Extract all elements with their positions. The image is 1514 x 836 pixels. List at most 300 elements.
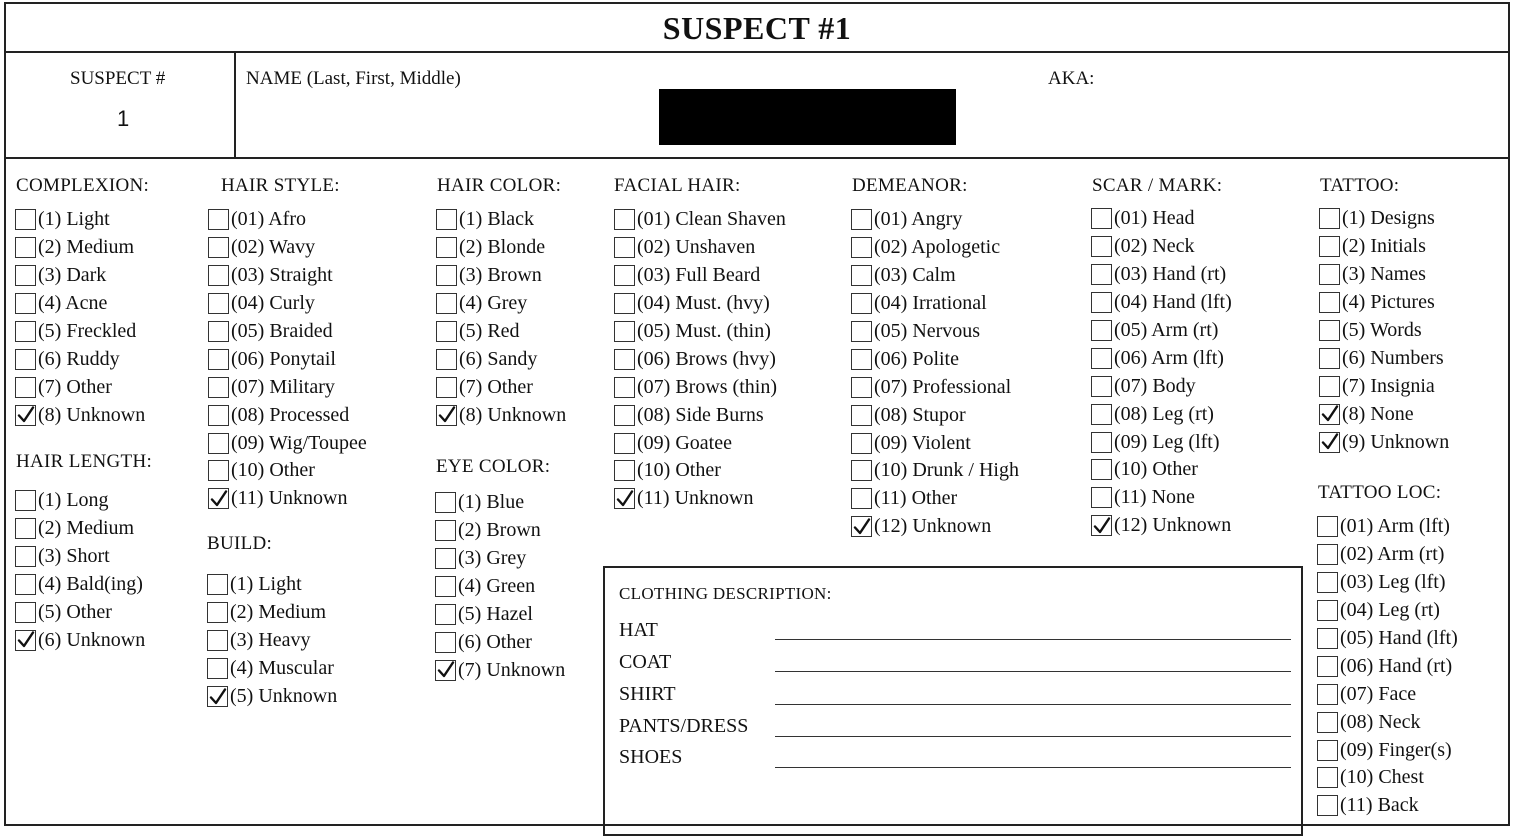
checkbox[interactable] (1319, 208, 1340, 229)
clothing-pants-line[interactable] (775, 736, 1291, 737)
tattoo-option[interactable] (1319, 400, 1449, 428)
complexion-option[interactable] (15, 318, 145, 346)
checkbox[interactable] (208, 293, 229, 314)
tattoo-loc-option[interactable] (1317, 597, 1458, 625)
checkbox[interactable] (208, 488, 229, 509)
option-label: (12) Unknown (1114, 514, 1232, 537)
option-label: (1) Long (38, 489, 109, 512)
checkbox[interactable] (1317, 600, 1338, 621)
demeanor-option[interactable] (851, 401, 1019, 429)
hair-color-option[interactable] (436, 401, 566, 429)
complexion-option[interactable] (15, 401, 145, 429)
tattoo-loc-option[interactable] (1317, 764, 1458, 792)
checkbox[interactable] (851, 321, 872, 342)
checkbox[interactable] (614, 237, 635, 258)
demeanor-option[interactable] (851, 485, 1019, 513)
checkbox[interactable] (1319, 292, 1340, 313)
checkbox[interactable] (435, 492, 456, 513)
option-label: (05) Hand (lft) (1340, 627, 1458, 649)
checkbox[interactable] (15, 349, 36, 370)
build-option[interactable] (207, 571, 337, 599)
demeanor-option[interactable] (851, 373, 1019, 401)
tattoo-loc-option[interactable] (1317, 792, 1458, 820)
name-redaction-block (659, 89, 956, 145)
checkbox[interactable] (1091, 432, 1112, 453)
hair-style-option[interactable] (208, 262, 367, 290)
option-label: (07) Professional (874, 375, 1012, 398)
checkbox[interactable] (1319, 264, 1340, 285)
option-label: (6) Other (458, 630, 532, 653)
checkbox[interactable] (1091, 404, 1112, 425)
checkbox[interactable] (436, 405, 457, 426)
option-label: (9) Unknown (1342, 430, 1450, 453)
eye-color-option[interactable] (435, 517, 565, 545)
tattoo-loc-option[interactable] (1317, 708, 1458, 736)
checkbox[interactable] (1319, 320, 1340, 341)
checkbox[interactable] (614, 321, 635, 342)
option-label: (03) Calm (874, 264, 956, 287)
option-label: (6) Numbers (1342, 346, 1444, 369)
demeanor-option[interactable] (851, 318, 1019, 346)
checkbox[interactable] (207, 574, 228, 595)
hair-style-option[interactable] (208, 457, 367, 485)
form-title: SUSPECT #1 (662, 10, 852, 46)
checkbox[interactable] (614, 488, 635, 509)
checkbox[interactable] (851, 377, 872, 398)
checkbox[interactable] (15, 265, 36, 286)
hair-color-option[interactable] (436, 262, 566, 290)
option-label: (05) Must. (thin) (637, 320, 771, 342)
checkmark-icon (437, 661, 455, 679)
option-label: (04) Hand (lft) (1114, 291, 1232, 314)
option-label: (03) Straight (231, 264, 333, 287)
tattoo-option[interactable] (1319, 372, 1449, 400)
tattoo-loc-option[interactable] (1317, 513, 1458, 541)
checkbox[interactable] (15, 602, 36, 623)
checkbox[interactable] (15, 574, 36, 595)
checkbox[interactable] (436, 377, 457, 398)
hair-style-option[interactable] (208, 429, 367, 457)
option-label: (3) Brown (459, 264, 542, 287)
checkbox[interactable] (1091, 459, 1112, 480)
checkbox[interactable] (1091, 487, 1112, 508)
option-label: (07) Body (1114, 374, 1196, 397)
option-label: (04) Leg (rt) (1340, 599, 1440, 622)
hair-length-option[interactable] (15, 626, 145, 654)
checkbox[interactable] (851, 488, 872, 509)
option-label: (2) Initials (1342, 235, 1426, 258)
checkbox[interactable] (614, 209, 635, 230)
clothing-description-box (603, 566, 1303, 836)
tattoo-option[interactable] (1319, 289, 1449, 317)
hair-style-option[interactable] (208, 318, 367, 346)
checkbox[interactable] (15, 321, 36, 342)
checkbox[interactable] (1317, 544, 1338, 565)
checkbox[interactable] (1091, 348, 1112, 369)
option-label: (8) Unknown (459, 403, 567, 426)
complexion-options (15, 206, 145, 429)
tattoo-loc-option[interactable] (1317, 625, 1458, 653)
build-option[interactable] (207, 627, 337, 655)
option-label: (04) Must. (hvy) (637, 292, 770, 315)
option-label: (2) Blonde (459, 236, 546, 259)
tattoo-loc-option[interactable] (1317, 569, 1458, 597)
hair-style-option[interactable] (208, 373, 367, 401)
checkbox[interactable] (851, 265, 872, 286)
tattoo-loc-options (1317, 513, 1458, 820)
eye-color-option[interactable] (435, 545, 565, 573)
complexion-option[interactable] (15, 373, 145, 401)
checkbox[interactable] (208, 265, 229, 286)
clothing-hat-line[interactable] (775, 639, 1291, 640)
option-label: (8) Unknown (38, 403, 146, 426)
checkbox[interactable] (15, 518, 36, 539)
checkbox[interactable] (436, 237, 457, 258)
build-option[interactable] (207, 599, 337, 627)
option-label: (09) Goatee (637, 431, 732, 454)
checkbox[interactable] (208, 433, 229, 454)
scar-mark-option[interactable] (1091, 233, 1232, 261)
tattoo-loc-option[interactable] (1317, 680, 1458, 708)
hair-length-option[interactable] (15, 599, 145, 627)
checkbox[interactable] (1091, 236, 1112, 257)
eye-color-option[interactable] (435, 573, 565, 601)
option-label: (4) Acne (38, 292, 108, 315)
checkbox[interactable] (1091, 320, 1112, 341)
option-label: (05) Nervous (874, 320, 981, 342)
hair-length-option[interactable] (15, 571, 145, 599)
tattoo-loc-option[interactable] (1317, 652, 1458, 680)
scar-mark-option[interactable] (1091, 317, 1232, 345)
hair-length-option[interactable] (15, 487, 145, 515)
tattoo-option[interactable] (1319, 317, 1449, 345)
tattoo-option[interactable] (1319, 205, 1449, 233)
eye-color-option[interactable] (435, 601, 565, 629)
scar-mark-option[interactable] (1091, 261, 1232, 289)
option-label: (03) Full Beard (637, 264, 761, 287)
demeanor-option[interactable] (851, 345, 1019, 373)
tattoo-loc-label: TATTOO LOC: (1318, 482, 1442, 503)
option-label: (10) Drunk / High (874, 459, 1019, 482)
checkbox[interactable] (614, 349, 635, 370)
hair-color-option[interactable] (436, 318, 566, 346)
hair-length-option[interactable] (15, 543, 145, 571)
checkbox[interactable] (435, 660, 456, 681)
tattoo-option[interactable] (1319, 261, 1449, 289)
hair-style-option[interactable] (208, 401, 367, 429)
hair-length-option[interactable] (15, 515, 145, 543)
build-option[interactable] (207, 655, 337, 683)
checkbox[interactable] (1319, 432, 1340, 453)
checkbox[interactable] (436, 349, 457, 370)
checkbox[interactable] (435, 632, 456, 653)
option-label: (6) Sandy (459, 347, 538, 370)
tattoo-option[interactable] (1319, 428, 1449, 456)
checkbox[interactable] (1317, 684, 1338, 705)
option-label: (06) Ponytail (231, 347, 336, 370)
checkmark-icon (17, 406, 35, 424)
checkbox[interactable] (1091, 208, 1112, 229)
checkbox[interactable] (614, 293, 635, 314)
checkbox[interactable] (15, 630, 36, 651)
option-label: (08) Processed (231, 403, 350, 426)
facial-hair-option[interactable] (614, 373, 786, 401)
checkbox[interactable] (435, 520, 456, 541)
option-label: (07) Face (1340, 682, 1417, 705)
option-label: (6) Ruddy (38, 347, 120, 370)
checkbox[interactable] (208, 460, 229, 481)
tattoo-loc-option[interactable] (1317, 736, 1458, 764)
checkbox[interactable] (851, 460, 872, 481)
checkbox[interactable] (208, 237, 229, 258)
checkmark-icon (17, 631, 35, 649)
option-label: (2) Medium (230, 601, 327, 624)
clothing-hat-label: HAT (619, 619, 658, 641)
checkbox[interactable] (614, 405, 635, 426)
checkbox[interactable] (208, 209, 229, 230)
checkbox[interactable] (1317, 767, 1338, 788)
checkbox[interactable] (15, 546, 36, 567)
checkbox[interactable] (435, 548, 456, 569)
checkbox[interactable] (207, 658, 228, 679)
option-label: (1) Light (38, 208, 110, 231)
facial-hair-option[interactable] (614, 318, 786, 346)
option-label: (3) Dark (38, 264, 107, 287)
scar-mark-option[interactable] (1091, 512, 1232, 540)
demeanor-option[interactable] (851, 429, 1019, 457)
checkbox[interactable] (15, 377, 36, 398)
checkbox[interactable] (15, 293, 36, 314)
facial-hair-option[interactable] (614, 262, 786, 290)
clothing-shoes-label: SHOES (619, 746, 683, 768)
clothing-shirt-line[interactable] (775, 704, 1291, 705)
checkbox[interactable] (614, 433, 635, 454)
facial-hair-option[interactable] (614, 345, 786, 373)
checkbox[interactable] (1091, 292, 1112, 313)
checkbox[interactable] (208, 405, 229, 426)
checkbox[interactable] (614, 265, 635, 286)
checkbox[interactable] (1319, 376, 1340, 397)
option-label: (3) Names (1342, 263, 1426, 286)
tattoo-option[interactable] (1319, 344, 1449, 372)
option-label: (11) Unknown (637, 487, 754, 510)
checkbox[interactable] (851, 516, 872, 537)
facial-hair-option[interactable] (614, 234, 786, 262)
demeanor-option[interactable] (851, 234, 1019, 262)
clothing-coat-line[interactable] (775, 671, 1291, 672)
option-label: (07) Brows (thin) (637, 375, 777, 398)
option-label: (06) Hand (rt) (1340, 654, 1453, 677)
option-label: (11) None (1114, 486, 1195, 509)
eye-color-option[interactable] (435, 628, 565, 656)
checkbox[interactable] (208, 349, 229, 370)
checkmark-icon (1321, 433, 1339, 451)
demeanor-option[interactable] (851, 513, 1019, 541)
complexion-option[interactable] (15, 234, 145, 262)
scar-mark-option[interactable] (1091, 205, 1232, 233)
checkbox[interactable] (851, 433, 872, 454)
complexion-option[interactable] (15, 290, 145, 318)
checkbox[interactable] (15, 405, 36, 426)
checkbox[interactable] (1319, 236, 1340, 257)
checkbox[interactable] (614, 377, 635, 398)
option-label: (01) Head (1114, 207, 1195, 230)
option-label: (08) Neck (1340, 710, 1421, 733)
option-label: (2) Medium (38, 236, 135, 259)
checkbox[interactable] (435, 576, 456, 597)
hair-style-option[interactable] (208, 485, 367, 513)
eye-color-options (435, 489, 565, 684)
clothing-title: CLOTHING DESCRIPTION: (619, 584, 832, 603)
checkbox[interactable] (1317, 516, 1338, 537)
option-label: (10) Chest (1340, 766, 1424, 789)
scar-mark-option[interactable] (1091, 484, 1232, 512)
checkbox[interactable] (208, 377, 229, 398)
checkbox[interactable] (1319, 348, 1340, 369)
facial-hair-option[interactable] (614, 290, 786, 318)
option-label: (06) Arm (lft) (1114, 346, 1224, 369)
option-label: (03) Leg (lft) (1340, 571, 1446, 594)
checkbox[interactable] (436, 265, 457, 286)
checkbox[interactable] (1091, 515, 1112, 536)
checkbox[interactable] (208, 321, 229, 342)
demeanor-option[interactable] (851, 290, 1019, 318)
complexion-option[interactable] (15, 262, 145, 290)
checkbox[interactable] (1091, 376, 1112, 397)
option-label: (3) Heavy (230, 629, 311, 652)
facial-hair-option[interactable] (614, 457, 786, 485)
hair-style-option[interactable] (208, 206, 367, 234)
build-option[interactable] (207, 683, 337, 711)
build-options (207, 571, 337, 710)
checkmark-icon (1321, 405, 1339, 423)
option-label: (11) Back (1340, 794, 1419, 817)
hair-length-options (15, 487, 145, 654)
hair-length-label: HAIR LENGTH: (16, 451, 153, 472)
option-label: (2) Medium (38, 517, 135, 540)
checkbox[interactable] (851, 405, 872, 426)
checkbox[interactable] (436, 321, 457, 342)
checkbox[interactable] (1317, 740, 1338, 761)
checkbox[interactable] (207, 602, 228, 623)
clothing-shoes-line[interactable] (775, 767, 1291, 768)
checkbox[interactable] (436, 209, 457, 230)
checkbox[interactable] (851, 209, 872, 230)
clothing-shirt-label: SHIRT (619, 683, 676, 705)
facial-hair-option[interactable] (614, 485, 786, 513)
checkbox[interactable] (436, 293, 457, 314)
hair-color-option[interactable] (436, 373, 566, 401)
option-label: (5) Unknown (230, 685, 338, 707)
checkbox[interactable] (1317, 656, 1338, 677)
eye-color-option[interactable] (435, 489, 565, 517)
option-label: (3) Grey (458, 547, 527, 570)
checkbox[interactable] (1317, 572, 1338, 593)
checkbox[interactable] (15, 209, 36, 230)
option-label: (1) Light (230, 573, 302, 596)
checkbox[interactable] (15, 490, 36, 511)
option-label: (02) Wavy (231, 236, 316, 259)
option-label: (6) Unknown (38, 628, 146, 651)
clothing-coat-label: COAT (619, 651, 672, 673)
option-label: (04) Curly (231, 292, 315, 315)
option-label: (11) Other (874, 487, 958, 510)
hair-color-option[interactable] (436, 290, 566, 318)
facial-hair-option[interactable] (614, 429, 786, 457)
checkbox[interactable] (207, 686, 228, 707)
option-label: (5) Red (459, 320, 520, 342)
option-label: (11) Unknown (231, 487, 348, 510)
eye-color-option[interactable] (435, 656, 565, 684)
tattoo-label: TATTOO: (1320, 175, 1400, 196)
facial-hair-option[interactable] (614, 206, 786, 234)
demeanor-option[interactable] (851, 457, 1019, 485)
checkbox[interactable] (1091, 264, 1112, 285)
scar-mark-option[interactable] (1091, 289, 1232, 317)
checkbox[interactable] (1317, 628, 1338, 649)
eye-color-label: EYE COLOR: (436, 456, 551, 477)
checkbox[interactable] (1319, 404, 1340, 425)
option-label: (4) Muscular (230, 657, 334, 680)
option-label: (01) Clean Shaven (637, 208, 786, 231)
complexion-option[interactable] (15, 206, 145, 234)
scar-mark-option[interactable] (1091, 344, 1232, 372)
suspect-number-value[interactable]: 1 (117, 106, 130, 131)
scar-mark-option[interactable] (1091, 400, 1232, 428)
scar-mark-option[interactable] (1091, 372, 1232, 400)
hair-color-option[interactable] (436, 345, 566, 373)
option-label: (5) Freckled (38, 320, 137, 342)
checkmark-icon (616, 490, 634, 508)
aka-label: AKA: (1048, 68, 1095, 89)
checkbox[interactable] (614, 460, 635, 481)
hair-color-option[interactable] (436, 234, 566, 262)
hair-color-options (436, 206, 566, 429)
clothing-pants-label: PANTS/DRESS (619, 715, 749, 737)
tattoo-loc-option[interactable] (1317, 541, 1458, 569)
scar-mark-option[interactable] (1091, 428, 1232, 456)
checkbox[interactable] (851, 349, 872, 370)
option-label: (07) Military (231, 375, 335, 398)
demeanor-options (851, 206, 1019, 541)
tattoo-option[interactable] (1319, 233, 1449, 261)
scar-mark-options (1091, 205, 1232, 540)
checkbox[interactable] (1317, 712, 1338, 733)
checkbox[interactable] (1317, 795, 1338, 816)
facial-hair-label: FACIAL HAIR: (614, 175, 741, 196)
option-label: (01) Arm (lft) (1340, 515, 1450, 538)
option-label: (08) Leg (rt) (1114, 402, 1214, 425)
option-label: (7) Other (38, 375, 112, 398)
scar-mark-option[interactable] (1091, 456, 1232, 484)
option-label: (8) None (1342, 402, 1414, 425)
tattoo-options (1319, 205, 1449, 456)
checkbox[interactable] (207, 630, 228, 651)
hair-style-option[interactable] (208, 345, 367, 373)
facial-hair-option[interactable] (614, 401, 786, 429)
checkbox[interactable] (851, 293, 872, 314)
hair-style-option[interactable] (208, 234, 367, 262)
checkbox[interactable] (15, 237, 36, 258)
checkbox[interactable] (435, 604, 456, 625)
demeanor-option[interactable] (851, 206, 1019, 234)
hair-color-option[interactable] (436, 206, 566, 234)
hair-style-option[interactable] (208, 290, 367, 318)
demeanor-option[interactable] (851, 262, 1019, 290)
divider (234, 51, 236, 157)
checkbox[interactable] (851, 237, 872, 258)
complexion-option[interactable] (15, 345, 145, 373)
